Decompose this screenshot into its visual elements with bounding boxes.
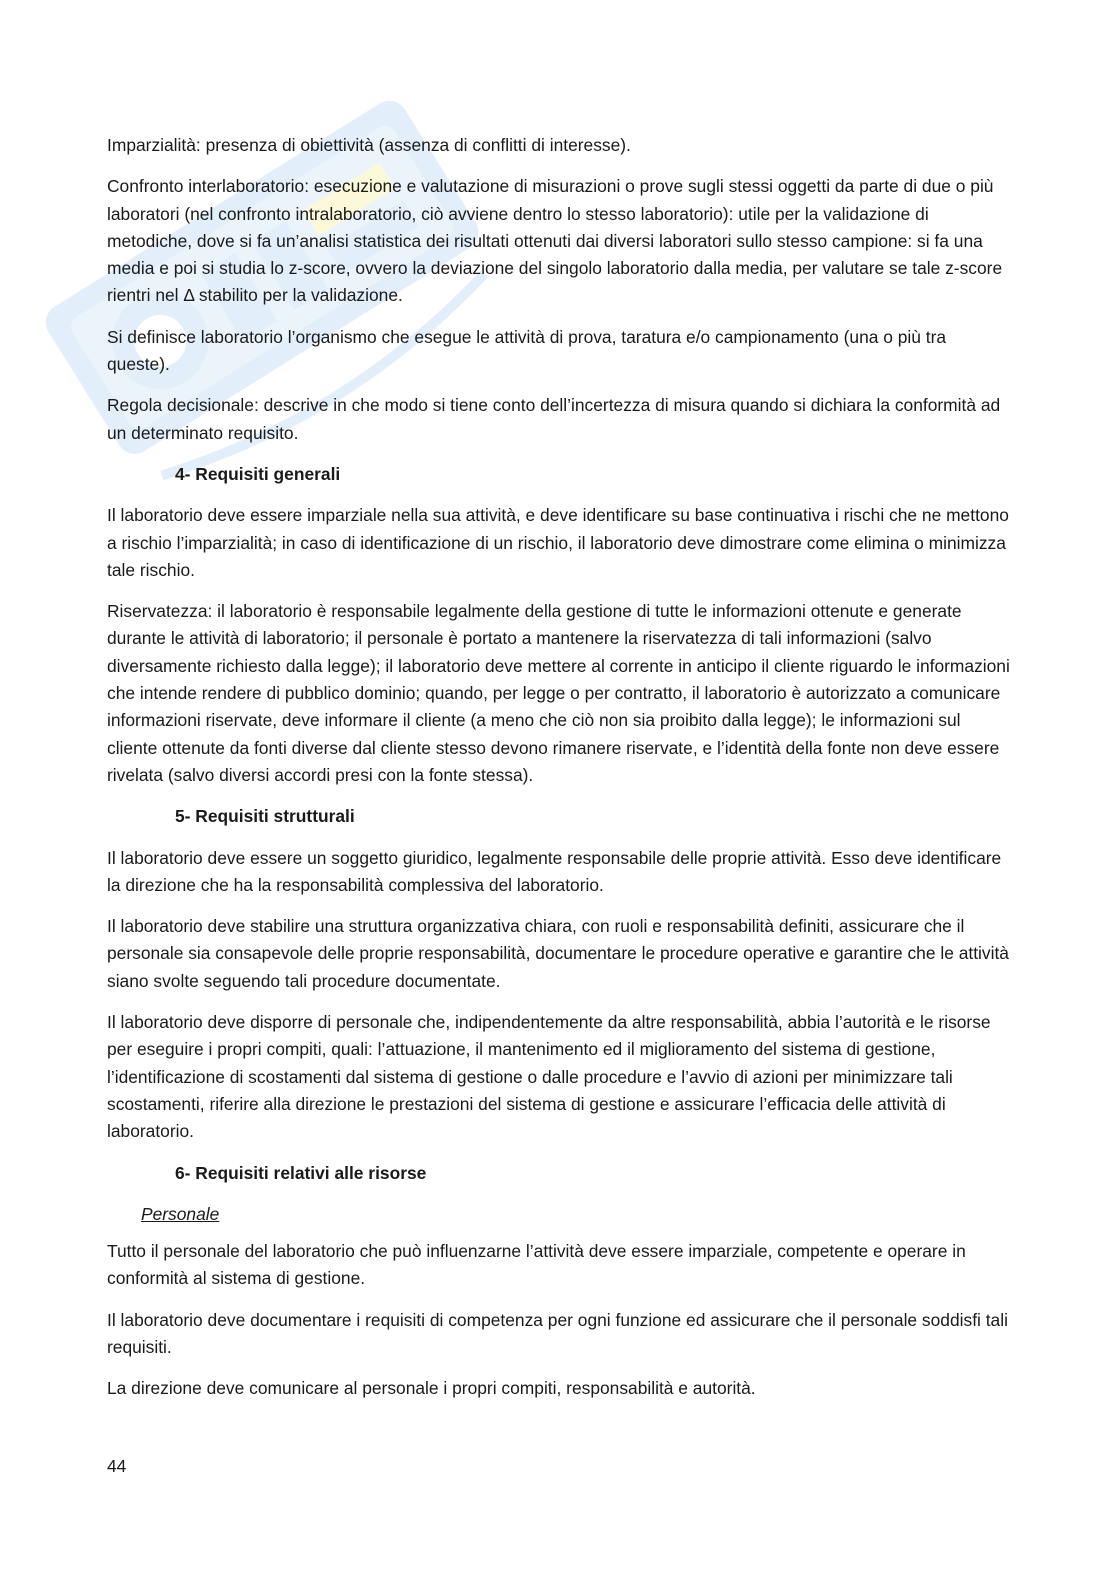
page-content <box>107 132 1012 1417</box>
paragraph-riservatezza: Riservatezza: il laboratorio è responsabile legalmente della gestione di tutte le informazioni ottenute e generate durante le attività di laboratorio; il personale è portato a mantenere la riservatezza di tali informazioni (salvo diversamente richiesto dalla legge); il laboratorio deve mettere al corrente in anticipo il cliente riguardo le informazioni che intende rendere di pubblico dominio; quando, per legge o per contratto, il laboratorio è autorizzato a comunicare informazioni riservate, deve informare il cliente (a meno che ciò non sia proibito dalla legge); le informazioni sul cliente ottenute da fonti diverse dal cliente stesso devono rimanere riservate, e l’identità della fonte non deve essere rivelata (salvo diversi accordi presi con la fonte stessa). <box>107 601 1010 785</box>
paragraph-personale-autorita: Il laboratorio deve disporre di personale che, indipendentemente da altre responsabilità, abbia l’autorità e le risorse per eseguire i propri compiti, quali: l’attuazione, il mantenimento ed il miglioramento del sistema di gestione, l’identificazione di scostamenti dal sistema di gestione o dalle procedure e l’avvio di azioni per minimizzare tali scostamenti, riferire alla direzione le prestazioni del sistema di gestione e assicurare l’efficacia delle attività di laboratorio. <box>107 1012 991 1142</box>
subheading-personale: Personale <box>141 1203 220 1224</box>
paragraph-struttura-organizzativa: Il laboratorio deve stabilire una struttura organizzativa chiara, con ruoli e responsabilità definiti, assicurare che il personale sia consapevole delle proprie responsabilità, documentare le procedure operative e garantire che le attività siano svolte seguendo tali procedure documentate. <box>107 916 1009 991</box>
paragraph-confronto-interlaboratorio: Confronto interlaboratorio: esecuzione e valutazione di misurazioni o prove sugli stessi oggetti da parte di due o più laboratori (nel confronto intralaboratorio, ciò avviene dentro lo stesso laboratorio): utile per la validazione di metodiche, dove si fa un’analisi statistica dei risultati ottenuti dai diversi laboratori sullo stesso campione: si fa una media e poi si studia lo z-score, ovvero la deviazione del singolo laboratorio dalla media, per valutare se tale z-score rientri nel Δ stabilito per la validazione. <box>107 176 1003 306</box>
paragraph-imparzialita: Imparzialità: presenza di obiettività (assenza di conflitti di interesse). <box>107 135 631 155</box>
paragraph-regola-decisionale: Regola decisionale: descrive in che modo si tiene conto dell’incertezza di misura quando si dichiara la conformità ad un determinato requisito. <box>107 395 1001 443</box>
page-number: 44 <box>107 1456 127 1476</box>
paragraph-personale-imparziale: Tutto il personale del laboratorio che può influenzarne l’attività deve essere imparziale, competente e operare in conformità al sistema di gestione. <box>107 1241 966 1289</box>
paragraph-soggetto-giuridico: Il laboratorio deve essere un soggetto giuridico, legalmente responsabile delle proprie attività. Esso deve identificare la direzione che ha la responsabilità complessiva del laboratorio. <box>107 847 1002 895</box>
section-heading-requisiti-strutturali: 5- Requisiti strutturali <box>175 806 355 827</box>
paragraph-definizione-laboratorio: Si definisce laboratorio l’organismo che esegue le attività di prova, taratura e/o campionamento (una o più tra queste). <box>107 326 947 375</box>
section-heading-requisiti-risorse: 6- Requisiti relativi alle risorse <box>175 1162 427 1183</box>
paragraph-imparzialita-laboratorio: Il laboratorio deve essere imparziale nella sua attività, e deve identificare su base continuativa i rischi che ne mettono a rischio l’imparzialità; in caso di identificazione di un rischio, il laboratorio deve dimostrare come elimina o minimizza tale rischio. <box>107 505 1009 580</box>
paragraph-requisiti-competenza: Il laboratorio deve documentare i requisiti di competenza per ogni funzione ed assicurare che il personale soddisfi tali requisiti. <box>107 1309 1008 1357</box>
section-heading-requisiti-generali: 4- Requisiti generali <box>175 463 341 484</box>
paragraph-direzione-comunicare: La direzione deve comunicare al personale i propri compiti, responsabilità e autorità. <box>107 1378 756 1399</box>
